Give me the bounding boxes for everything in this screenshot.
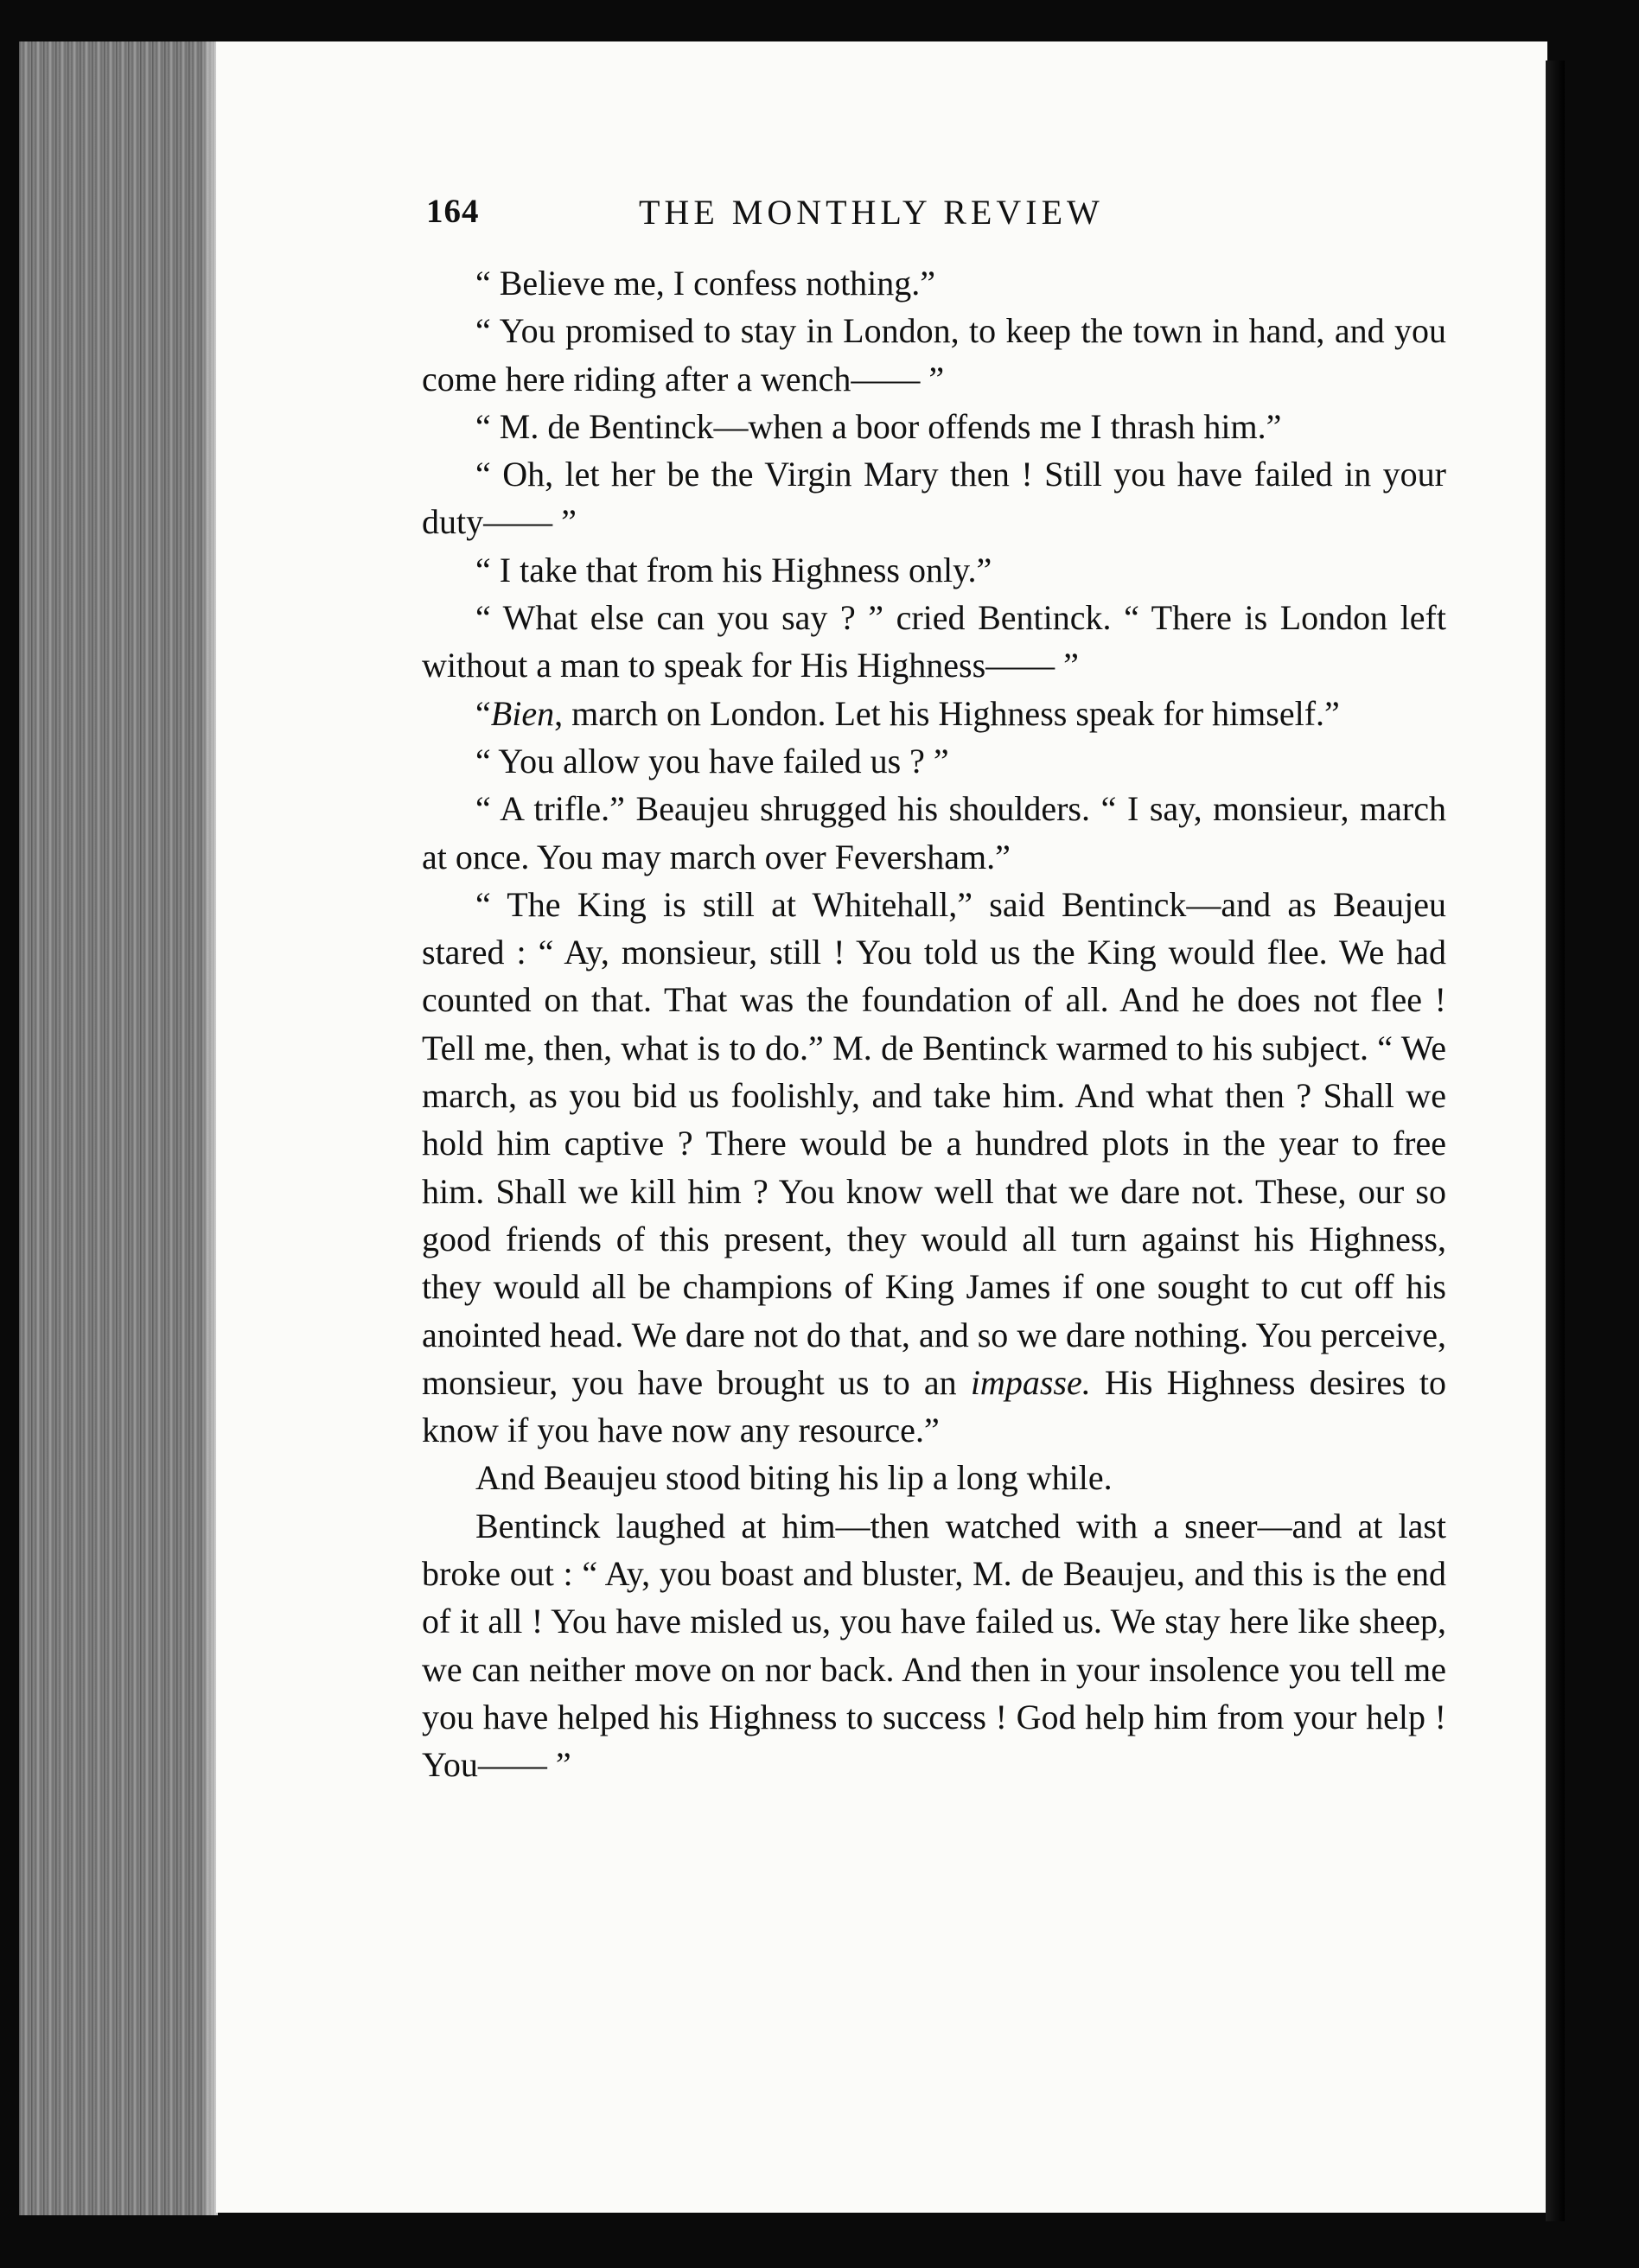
paragraph-text: His Highness desires to know if you have now any resource.”	[422, 1362, 1447, 1450]
paragraph: “ Oh, let her be the Virgin Mary then ! Still you have failed in your duty—— ”	[422, 455, 1446, 542]
page-number: 164	[426, 193, 480, 230]
binding-shadow	[1546, 61, 1565, 2221]
running-head: THE MONTHLY REVIEW	[639, 193, 1104, 232]
paragraph	[422, 690, 1446, 737]
paragraph: “ Believe me, I confess nothing.”	[475, 264, 936, 303]
italic-word: Bien	[490, 693, 555, 733]
paragraph: And Beaujeu stood biting his lip a long while.	[475, 1458, 1113, 1498]
paragraph: “ A trifle.” Beaujeu shrugged his shoulders. “ I say, monsieur, march at once. You may march over Feversham.”	[422, 789, 1446, 876]
paragraph	[422, 881, 1446, 1455]
body-text	[422, 259, 1446, 1789]
paragraph: “ You promised to stay in London, to keep the town in hand, and you come here riding after a wench—— ”	[422, 311, 1446, 398]
paragraph: “ You allow you have failed us ? ”	[475, 741, 949, 780]
paragraph-text: “ The King is still at Whitehall,” said Bentinck—and as Beaujeu stared : “ Ay, monsieur, still ! You told us the King would flee. We had counted on that. That was the foundation of all. And he does not flee ! Tell me, then, what is to do.” M. de Bentinck warmed to his subject. “ We march, as you bid us foolishly, and take him. And what then ? Shall we hold him captive ? There would be a hundred plots in the year to free him. Shall we kill him ? You know well that we dare not. These, our so good friends of this present, they would all turn against his Highness, they would all be champions of King James if one sought to cut off his anointed head. We dare not do that, and so we dare nothing. You perceive, monsieur, you have brought us to an	[422, 884, 1446, 1402]
paragraph: “ What else can you say ? ” cried Bentinck. “ There is London left without a man to speak for His Highness—— ”	[422, 598, 1446, 685]
paragraph: “ I take that from his Highness only.”	[475, 550, 992, 589]
italic-word: impasse.	[970, 1362, 1091, 1402]
paragraph: Bentinck laughed at him—then watched with a sneer—and at last broke out : “ Ay, you boast and bluster, M. de Beaujeu, and this is the end of it all ! You have misled us, you have failed us. We stay here like sheep, we can neither move on nor back. And then in your insolence you tell me you have helped his Highness to success ! God help him from your help ! You—— ”	[422, 1506, 1446, 1785]
paragraph: “ M. de Bentinck—when a boor offends me I thrash him.”	[475, 406, 1282, 446]
paragraph-text: , march on London. Let his Highness speak for himself.”	[554, 693, 1340, 733]
open-quote: “	[475, 693, 491, 733]
page-header	[426, 192, 1239, 252]
book-page-edges	[19, 41, 218, 2215]
